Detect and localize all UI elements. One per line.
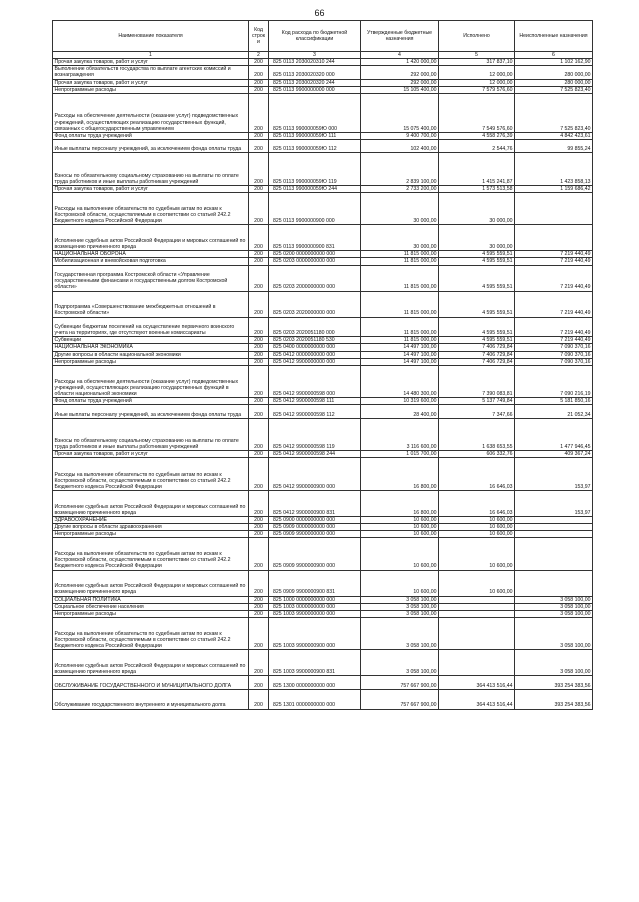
row-line-code-cell: 200	[249, 610, 269, 617]
row-unexecuted-cell: 7 090 370,16	[515, 351, 593, 358]
row-budget-code-cell: 825 0203 2020000000 000	[269, 291, 361, 317]
table-row	[53, 596, 593, 603]
row-unexecuted-cell: 7 219 440,49	[515, 337, 593, 344]
row-executed-cell: 606 332,76	[439, 451, 515, 458]
row-budget-code-cell: 825 0412 9900000900 831	[269, 490, 361, 516]
table-row	[53, 59, 593, 66]
row-executed-cell: 364 413 516,44	[439, 676, 515, 689]
column-number: 3	[269, 52, 361, 59]
row-budget-code-cell: 825 0900 0000000000 000	[269, 516, 361, 523]
header-unexecuted: Неисполненные назначения	[515, 21, 593, 52]
row-line-code-cell: 200	[249, 86, 269, 93]
row-budget-code-cell: 825 0412 9900000598 000	[269, 365, 361, 398]
table-row	[53, 132, 593, 139]
row-approved-cell: 3 058 100,00	[361, 650, 439, 676]
row-budget-code-cell: 825 0412 9900000598 119	[269, 418, 361, 451]
row-approved-cell: 14 497 100,00	[361, 351, 439, 358]
row-executed-cell: 364 413 516,44	[439, 689, 515, 709]
row-unexecuted-cell	[515, 516, 593, 523]
row-unexecuted-cell: 1 159 686,42	[515, 185, 593, 192]
row-budget-code-cell: 825 0203 2000000000 000	[269, 265, 361, 291]
row-unexecuted-cell: 1 423 858,13	[515, 153, 593, 186]
row-executed-cell: 4 558 276,39	[439, 132, 515, 139]
row-approved-cell: 1 420 000,00	[361, 59, 439, 66]
row-line-code-cell: 200	[249, 603, 269, 610]
table-row	[53, 139, 593, 152]
row-line-code-cell: 200	[249, 66, 269, 79]
row-line-code-cell: 200	[249, 596, 269, 603]
row-approved-cell: 16 800,00	[361, 490, 439, 516]
row-name-cell: Взносы по обязательному социальному страхованию на выплаты по оплате труда работников и иные выплаты работникам учреждений	[53, 418, 249, 451]
row-approved-cell: 14 480 300,00	[361, 365, 439, 398]
row-executed-cell: 10 600,00	[439, 516, 515, 523]
row-executed-cell: 1 415 241,87	[439, 153, 515, 186]
table-row	[53, 676, 593, 689]
column-number: 6	[515, 52, 593, 59]
row-unexecuted-cell: 7 090 216,19	[515, 365, 593, 398]
row-approved-cell: 11 815 000,00	[361, 258, 439, 265]
row-name-cell: СОЦИАЛЬНАЯ ПОЛИТИКА	[53, 596, 249, 603]
row-budget-code-cell: 825 1003 0000000000 000	[269, 603, 361, 610]
row-budget-code-cell: 825 0203 2020051180 000	[269, 317, 361, 337]
row-name-cell: Непрограммные расходы	[53, 86, 249, 93]
row-executed-cell: 10 600,00	[439, 570, 515, 596]
row-line-code-cell: 200	[249, 405, 269, 418]
row-unexecuted-cell: 7 525 823,40	[515, 93, 593, 132]
row-budget-code-cell: 825 0113 9900000900 000	[269, 192, 361, 225]
column-number: 4	[361, 52, 439, 59]
row-executed-cell: 16 646,03	[439, 458, 515, 491]
row-executed-cell: 7 406 729,84	[439, 351, 515, 358]
table-row	[53, 650, 593, 676]
row-approved-cell: 11 815 000,00	[361, 251, 439, 258]
row-line-code-cell: 200	[249, 418, 269, 451]
row-line-code-cell: 200	[249, 538, 269, 571]
row-name-cell: Расходы на выполнение обязательств по судебным актам по искам к Костромской области, осуществляемым в соответствии со статьей 242.2 Бюджетного кодекса Российской Федерации	[53, 192, 249, 225]
row-name-cell: Прочая закупка товаров, работ и услуг	[53, 451, 249, 458]
row-executed-cell	[439, 596, 515, 603]
row-approved-cell: 28 400,00	[361, 405, 439, 418]
row-executed-cell: 10 600,00	[439, 523, 515, 530]
table-row	[53, 225, 593, 251]
row-approved-cell: 1 015 700,00	[361, 451, 439, 458]
row-name-cell: Фонд оплаты труда учреждений	[53, 398, 249, 405]
row-executed-cell: 1 638 653,55	[439, 418, 515, 451]
row-unexecuted-cell: 4 842 423,61	[515, 132, 593, 139]
row-name-cell: Государственная программа Костромской области «Управление государственными финансами и государственным долгом Костромской области»	[53, 265, 249, 291]
row-name-cell: ЗДРАВООХРАНЕНИЕ	[53, 516, 249, 523]
row-executed-cell	[439, 610, 515, 617]
row-name-cell: Выполнение обязательств государства по выплате агентских комиссий и вознаграждения	[53, 66, 249, 79]
row-approved-cell: 292 000,00	[361, 66, 439, 79]
header-executed: Исполнено	[439, 21, 515, 52]
row-budget-code-cell: 825 0203 2020051180 530	[269, 337, 361, 344]
row-budget-code-cell: 825 0412 9900000000 000	[269, 358, 361, 365]
row-approved-cell: 11 815 000,00	[361, 317, 439, 337]
row-line-code-cell: 200	[249, 291, 269, 317]
table-row	[53, 603, 593, 610]
row-executed-cell: 4 595 559,51	[439, 258, 515, 265]
row-budget-code-cell: 825 1003 9900000000 000	[269, 610, 361, 617]
row-unexecuted-cell: 280 000,00	[515, 66, 593, 79]
header-name: Наименование показателя	[53, 21, 249, 52]
row-approved-cell: 9 400 700,00	[361, 132, 439, 139]
row-unexecuted-cell: 7 219 440,49	[515, 317, 593, 337]
table-row	[53, 258, 593, 265]
row-unexecuted-cell: 3 058 100,00	[515, 603, 593, 610]
column-number: 5	[439, 52, 515, 59]
row-line-code-cell: 200	[249, 192, 269, 225]
row-line-code-cell: 200	[249, 523, 269, 530]
row-budget-code-cell: 825 0400 0000000000 000	[269, 344, 361, 351]
header-row	[53, 21, 593, 52]
table-row	[53, 689, 593, 709]
row-budget-code-cell: 825 0113 2030020310 244	[269, 59, 361, 66]
row-approved-cell: 3 058 100,00	[361, 617, 439, 650]
row-unexecuted-cell: 7 090 370,16	[515, 344, 593, 351]
row-budget-code-cell: 825 1300 0000000000 000	[269, 676, 361, 689]
row-unexecuted-cell: 3 058 100,00	[515, 617, 593, 650]
table-row	[53, 86, 593, 93]
row-unexecuted-cell	[515, 538, 593, 571]
row-name-cell: Непрограммные расходы	[53, 610, 249, 617]
table-row	[53, 610, 593, 617]
row-line-code-cell: 200	[249, 344, 269, 351]
row-executed-cell: 7 390 083,81	[439, 365, 515, 398]
column-number-row	[53, 52, 593, 59]
row-name-cell: Расходы на обеспечение деятельности (оказание услуг) подведомственных учреждений, осуществляющих реализацию государственных функций, связанных с общегосударственным управлением	[53, 93, 249, 132]
table-row	[53, 291, 593, 317]
row-name-cell: Исполнение судебных актов Российской Федерации и мировых соглашений по возмещению причиненного вреда	[53, 225, 249, 251]
row-name-cell: Расходы на обеспечение деятельности (оказание услуг) подведомственных учреждений, осуществляющих реализацию государственных функций в области национальной экономики	[53, 365, 249, 398]
row-unexecuted-cell: 153,97	[515, 458, 593, 491]
row-executed-cell: 7 579 576,60	[439, 86, 515, 93]
table-row	[53, 358, 593, 365]
row-approved-cell: 2 733 200,00	[361, 185, 439, 192]
row-name-cell: Подпрограмма «Совершенствование межбюджетных отношений в Костромской области»	[53, 291, 249, 317]
row-approved-cell: 14 497 100,00	[361, 358, 439, 365]
row-approved-cell: 11 815 000,00	[361, 265, 439, 291]
row-executed-cell: 12 000,00	[439, 79, 515, 86]
row-name-cell: Исполнение судебных актов Российской Федерации и мировых соглашений по возмещению причиненного вреда	[53, 650, 249, 676]
table-row	[53, 418, 593, 451]
table-row	[53, 66, 593, 79]
row-approved-cell: 15 105 400,00	[361, 86, 439, 93]
row-budget-code-cell: 825 1000 0000000000 000	[269, 596, 361, 603]
row-name-cell: Субвенции бюджетам поселений на осуществление первичного воинского учета на территориях, где отсутствуют военные комиссариаты	[53, 317, 249, 337]
table-row	[53, 490, 593, 516]
row-approved-cell: 2 839 100,00	[361, 153, 439, 186]
row-name-cell: Другие вопросы в области национальной экономики	[53, 351, 249, 358]
row-executed-cell: 7 406 729,84	[439, 344, 515, 351]
row-approved-cell: 10 600,00	[361, 530, 439, 537]
row-unexecuted-cell: 7 525 823,40	[515, 86, 593, 93]
row-line-code-cell: 200	[249, 570, 269, 596]
row-line-code-cell: 200	[249, 358, 269, 365]
row-approved-cell: 11 815 000,00	[361, 337, 439, 344]
row-line-code-cell: 200	[249, 139, 269, 152]
row-approved-cell: 14 497 100,00	[361, 344, 439, 351]
table-row	[53, 344, 593, 351]
row-unexecuted-cell: 7 219 440,49	[515, 251, 593, 258]
row-executed-cell: 30 000,00	[439, 192, 515, 225]
row-line-code-cell: 200	[249, 132, 269, 139]
row-line-code-cell: 200	[249, 689, 269, 709]
row-name-cell: Субвенции	[53, 337, 249, 344]
row-approved-cell: 11 815 000,00	[361, 291, 439, 317]
row-budget-code-cell: 825 0113 990000059Ю 111	[269, 132, 361, 139]
row-line-code-cell: 200	[249, 351, 269, 358]
row-executed-cell: 317 837,10	[439, 59, 515, 66]
row-executed-cell: 2 544,76	[439, 139, 515, 152]
row-budget-code-cell: 825 0909 9900000900 831	[269, 570, 361, 596]
row-executed-cell	[439, 617, 515, 650]
row-approved-cell: 10 600,00	[361, 516, 439, 523]
row-unexecuted-cell: 393 254 383,56	[515, 676, 593, 689]
row-executed-cell	[439, 603, 515, 610]
row-line-code-cell: 200	[249, 317, 269, 337]
row-approved-cell: 3 058 100,00	[361, 610, 439, 617]
row-approved-cell: 757 667 900,00	[361, 689, 439, 709]
table-row	[53, 451, 593, 458]
row-approved-cell: 3 116 600,00	[361, 418, 439, 451]
row-approved-cell: 3 058 100,00	[361, 596, 439, 603]
row-unexecuted-cell: 7 219 440,49	[515, 258, 593, 265]
table-row	[53, 617, 593, 650]
row-unexecuted-cell: 3 058 100,00	[515, 610, 593, 617]
row-approved-cell: 10 319 600,00	[361, 398, 439, 405]
table-row	[53, 523, 593, 530]
row-executed-cell: 4 595 559,51	[439, 291, 515, 317]
row-name-cell: НАЦИОНАЛЬНАЯ ОБОРОНА	[53, 251, 249, 258]
row-unexecuted-cell: 7 090 370,16	[515, 358, 593, 365]
row-unexecuted-cell: 5 181 850,16	[515, 398, 593, 405]
row-executed-cell	[439, 650, 515, 676]
row-budget-code-cell: 825 0412 9900000900 000	[269, 458, 361, 491]
row-budget-code-cell: 825 0200 0000000000 000	[269, 251, 361, 258]
row-approved-cell: 102 400,00	[361, 139, 439, 152]
row-unexecuted-cell	[515, 530, 593, 537]
row-budget-code-cell: 825 0412 9900000598 112	[269, 405, 361, 418]
row-name-cell: Расходы на выполнение обязательств по судебным актам по искам к Костромской области, осуществляемым в соответствии со статьей 242.2 Бюджетного кодекса Российской Федерации	[53, 617, 249, 650]
row-line-code-cell: 200	[249, 153, 269, 186]
row-name-cell: Фонд оплаты труда учреждений	[53, 132, 249, 139]
row-unexecuted-cell: 409 367,24	[515, 451, 593, 458]
row-budget-code-cell: 825 0113 990000059Ю 244	[269, 185, 361, 192]
header-approved: Утвержденные бюджетные назначения	[361, 21, 439, 52]
row-unexecuted-cell	[515, 523, 593, 530]
table-row	[53, 79, 593, 86]
row-name-cell: Другие вопросы в области здравоохранения	[53, 523, 249, 530]
row-executed-cell: 7 549 576,60	[439, 93, 515, 132]
row-executed-cell: 30 000,00	[439, 225, 515, 251]
row-executed-cell: 10 600,00	[439, 538, 515, 571]
row-budget-code-cell: 825 1003 9900000900 000	[269, 617, 361, 650]
row-unexecuted-cell: 280 000,00	[515, 79, 593, 86]
table-row	[53, 192, 593, 225]
row-budget-code-cell: 825 0412 9900000598 111	[269, 398, 361, 405]
row-executed-cell: 4 595 559,51	[439, 317, 515, 337]
row-name-cell: Обслуживание государственного внутреннего и муниципального долга	[53, 689, 249, 709]
table-row	[53, 185, 593, 192]
table-row	[53, 398, 593, 405]
row-name-cell: Прочая закупка товаров, работ и услуг	[53, 79, 249, 86]
row-name-cell: Иные выплаты персоналу учреждений, за исключением фонда оплаты труда	[53, 405, 249, 418]
table-row	[53, 570, 593, 596]
row-line-code-cell: 200	[249, 398, 269, 405]
row-executed-cell: 7 406 729,84	[439, 358, 515, 365]
row-approved-cell: 30 000,00	[361, 225, 439, 251]
row-line-code-cell: 200	[249, 365, 269, 398]
row-name-cell: Исполнение судебных актов Российской Федерации и мировых соглашений по возмещению причиненного вреда	[53, 570, 249, 596]
row-line-code-cell: 200	[249, 59, 269, 66]
row-unexecuted-cell: 3 058 100,00	[515, 596, 593, 603]
row-unexecuted-cell: 393 254 383,56	[515, 689, 593, 709]
column-number: 2	[249, 52, 269, 59]
row-line-code-cell: 200	[249, 185, 269, 192]
row-budget-code-cell: 825 0909 9900000900 000	[269, 538, 361, 571]
row-name-cell: НАЦИОНАЛЬНАЯ ЭКОНОМИКА	[53, 344, 249, 351]
row-budget-code-cell: 825 1003 9900000900 831	[269, 650, 361, 676]
row-approved-cell: 757 667 900,00	[361, 676, 439, 689]
row-budget-code-cell: 825 0412 9900000598 244	[269, 451, 361, 458]
row-name-cell: Иные выплаты персоналу учреждений, за исключением фонда оплаты труда	[53, 139, 249, 152]
column-number: 1	[53, 52, 249, 59]
row-approved-cell: 30 000,00	[361, 192, 439, 225]
row-line-code-cell: 200	[249, 225, 269, 251]
table-row	[53, 516, 593, 523]
row-budget-code-cell: 825 0113 9900000900 831	[269, 225, 361, 251]
row-unexecuted-cell: 153,97	[515, 490, 593, 516]
row-name-cell: Мобилизационная и вневойсковая подготовка	[53, 258, 249, 265]
budget-execution-table	[52, 20, 593, 710]
row-approved-cell: 292 000,00	[361, 79, 439, 86]
row-budget-code-cell: 825 0113 990000059Ю 119	[269, 153, 361, 186]
row-line-code-cell: 200	[249, 530, 269, 537]
row-name-cell: ОБСЛУЖИВАНИЕ ГОСУДАРСТВЕННОГО И МУНИЦИПАЛЬНОГО ДОЛГА	[53, 676, 249, 689]
table-row	[53, 251, 593, 258]
row-budget-code-cell: 825 0113 2030020320 000	[269, 66, 361, 79]
table-row	[53, 317, 593, 337]
row-line-code-cell: 200	[249, 251, 269, 258]
row-line-code-cell: 200	[249, 93, 269, 132]
row-budget-code-cell: 825 0909 9900000000 000	[269, 530, 361, 537]
row-approved-cell: 10 600,00	[361, 570, 439, 596]
row-budget-code-cell: 825 0113 990000059Ю 000	[269, 93, 361, 132]
row-name-cell: Прочая закупка товаров, работ и услуг	[53, 59, 249, 66]
row-budget-code-cell: 825 0113 2030020320 244	[269, 79, 361, 86]
header-line-code: Код строк и	[249, 21, 269, 52]
row-budget-code-cell: 825 0113 9900000000 000	[269, 86, 361, 93]
row-line-code-cell: 200	[249, 650, 269, 676]
row-approved-cell: 15 075 400,00	[361, 93, 439, 132]
table-row	[53, 458, 593, 491]
row-name-cell: Непрограммные расходы	[53, 530, 249, 537]
row-budget-code-cell: 825 1301 0000000000 000	[269, 689, 361, 709]
table-row	[53, 405, 593, 418]
row-line-code-cell: 200	[249, 617, 269, 650]
row-unexecuted-cell	[515, 225, 593, 251]
row-approved-cell: 10 600,00	[361, 523, 439, 530]
row-executed-cell: 10 600,00	[439, 530, 515, 537]
row-name-cell: Взносы по обязательному социальному страхованию на выплаты по оплате труда работников и иные выплаты работникам учреждений	[53, 153, 249, 186]
row-line-code-cell: 200	[249, 516, 269, 523]
row-executed-cell: 12 000,00	[439, 66, 515, 79]
table-row	[53, 538, 593, 571]
row-name-cell: Социальное обеспечение населения	[53, 603, 249, 610]
row-budget-code-cell: 825 0412 0000000000 000	[269, 351, 361, 358]
row-approved-cell: 16 800,00	[361, 458, 439, 491]
table-row	[53, 365, 593, 398]
row-unexecuted-cell: 3 058 100,00	[515, 650, 593, 676]
row-name-cell: Непрограммные расходы	[53, 358, 249, 365]
row-line-code-cell: 200	[249, 337, 269, 344]
row-unexecuted-cell: 21 052,34	[515, 405, 593, 418]
page-number: 66	[314, 8, 325, 18]
row-name-cell: Расходы на выполнение обязательств по судебным актам по искам к Костромской области, осуществляемым в соответствии со статьей 242.2 Бюджетного кодекса Российской Федерации	[53, 458, 249, 491]
row-name-cell: Исполнение судебных актов Российской Федерации и мировых соглашений по возмещению причиненного вреда	[53, 490, 249, 516]
row-unexecuted-cell: 1 477 946,45	[515, 418, 593, 451]
row-line-code-cell: 200	[249, 676, 269, 689]
row-executed-cell: 4 595 559,51	[439, 251, 515, 258]
row-executed-cell: 1 573 513,58	[439, 185, 515, 192]
row-executed-cell: 7 347,66	[439, 405, 515, 418]
row-line-code-cell: 200	[249, 265, 269, 291]
row-name-cell: Прочая закупка товаров, работ и услуг	[53, 185, 249, 192]
row-budget-code-cell: 825 0203 0000000000 000	[269, 258, 361, 265]
row-unexecuted-cell: 7 219 440,49	[515, 265, 593, 291]
row-unexecuted-cell	[515, 192, 593, 225]
row-executed-cell: 4 595 559,51	[439, 265, 515, 291]
row-line-code-cell: 200	[249, 79, 269, 86]
row-executed-cell: 16 646,03	[439, 490, 515, 516]
row-budget-code-cell: 825 0909 0000000000 000	[269, 523, 361, 530]
row-unexecuted-cell: 1 102 162,90	[515, 59, 593, 66]
row-executed-cell: 5 137 749,84	[439, 398, 515, 405]
row-unexecuted-cell: 7 219 440,49	[515, 291, 593, 317]
table-row	[53, 351, 593, 358]
table-row	[53, 530, 593, 537]
table-row	[53, 93, 593, 132]
row-approved-cell: 10 600,00	[361, 538, 439, 571]
row-budget-code-cell: 825 0113 990000059Ю 112	[269, 139, 361, 152]
budget-table-sheet	[52, 20, 592, 710]
table-row	[53, 153, 593, 186]
row-executed-cell: 4 595 559,51	[439, 337, 515, 344]
row-line-code-cell: 200	[249, 451, 269, 458]
row-unexecuted-cell: 99 855,24	[515, 139, 593, 152]
row-line-code-cell: 200	[249, 490, 269, 516]
header-budget-code: Код расхода по бюджетной классификации	[269, 21, 361, 52]
row-name-cell: Расходы на выполнение обязательств по судебным актам по искам к Костромской области, осуществляемым в соответствии со статьей 242.2 Бюджетного кодекса Российской Федерации	[53, 538, 249, 571]
row-approved-cell: 3 058 100,00	[361, 603, 439, 610]
row-line-code-cell: 200	[249, 258, 269, 265]
row-unexecuted-cell	[515, 570, 593, 596]
table-row	[53, 337, 593, 344]
table-row	[53, 265, 593, 291]
table-body	[53, 59, 593, 709]
row-line-code-cell: 200	[249, 458, 269, 491]
